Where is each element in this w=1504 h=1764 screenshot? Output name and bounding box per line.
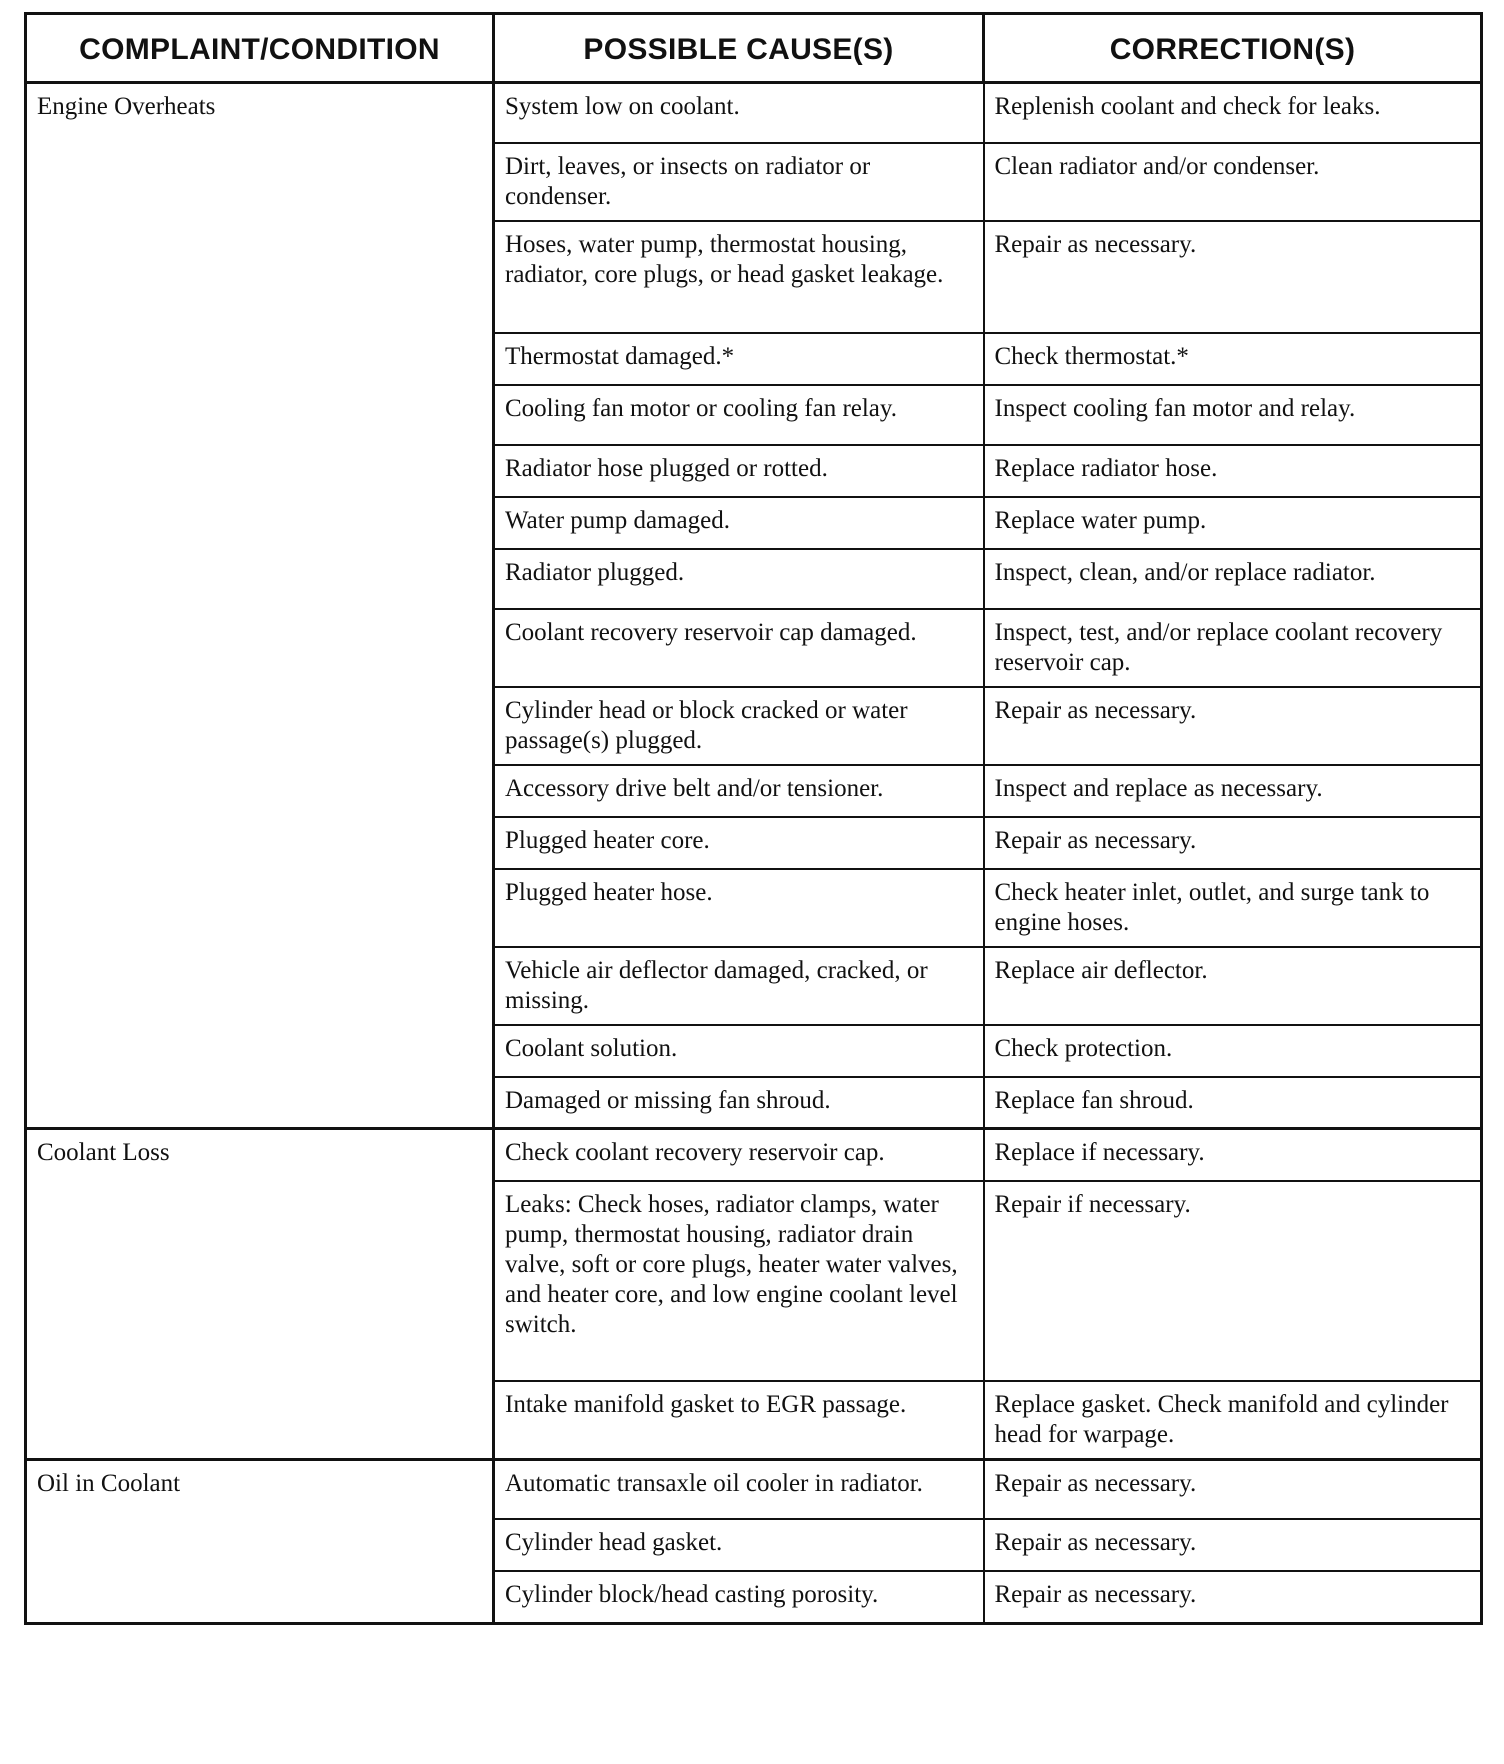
correction-cell: Repair as necessary.: [984, 687, 1482, 765]
correction-cell: Replace water pump.: [984, 497, 1482, 549]
header-row: [26, 14, 1482, 83]
cause-cell: Damaged or missing fan shroud.: [494, 1077, 984, 1129]
correction-cell: Replace radiator hose.: [984, 445, 1482, 497]
correction-cell: Repair if necessary.: [984, 1181, 1482, 1381]
correction-cell: Clean radiator and/or condenser.: [984, 143, 1482, 221]
header-complaint: COMPLAINT/CONDITION: [26, 14, 494, 83]
cause-cell: Thermostat damaged.*: [494, 333, 984, 385]
cause-cell: Water pump damaged.: [494, 497, 984, 549]
table-row: [26, 1129, 1482, 1181]
correction-cell: Repair as necessary.: [984, 1459, 1482, 1519]
correction-cell: Check thermostat.*: [984, 333, 1482, 385]
correction-cell: Inspect, clean, and/or replace radiator.: [984, 549, 1482, 609]
correction-cell: Replenish coolant and check for leaks.: [984, 83, 1482, 143]
table-row: [26, 1459, 1482, 1519]
correction-cell: Repair as necessary.: [984, 1519, 1482, 1571]
cause-cell: Cylinder head gasket.: [494, 1519, 984, 1571]
correction-cell: Repair as necessary.: [984, 1571, 1482, 1623]
header-correction: CORRECTION(S): [984, 14, 1482, 83]
correction-cell: Replace gasket. Check manifold and cylinder head for warpage.: [984, 1381, 1482, 1460]
cause-cell: Radiator plugged.: [494, 549, 984, 609]
correction-cell: Replace fan shroud.: [984, 1077, 1482, 1129]
cause-cell: Accessory drive belt and/or tensioner.: [494, 765, 984, 817]
cause-cell: Intake manifold gasket to EGR passage.: [494, 1381, 984, 1460]
cause-cell: Check coolant recovery reservoir cap.: [494, 1129, 984, 1181]
cause-cell: Radiator hose plugged or rotted.: [494, 445, 984, 497]
header-cause: POSSIBLE CAUSE(S): [494, 14, 984, 83]
cause-cell: Cylinder head or block cracked or water passage(s) plugged.: [494, 687, 984, 765]
troubleshooting-chart: [24, 12, 1480, 1625]
correction-cell: Replace air deflector.: [984, 947, 1482, 1025]
cause-cell: Leaks: Check hoses, radiator clamps, water pump, thermostat housing, radiator drain valve, soft or core plugs, heater water valves, and heater core, and low engine coolant level switch.: [494, 1181, 984, 1381]
correction-cell: Inspect cooling fan motor and relay.: [984, 385, 1482, 445]
correction-cell: Check heater inlet, outlet, and surge tank to engine hoses.: [984, 869, 1482, 947]
table-row: [26, 83, 1482, 143]
cause-cell: Cylinder block/head casting porosity.: [494, 1571, 984, 1623]
correction-cell: Check protection.: [984, 1025, 1482, 1077]
correction-cell: Replace if necessary.: [984, 1129, 1482, 1181]
condition-cell: Engine Overheats: [26, 83, 494, 1129]
condition-cell: Coolant Loss: [26, 1129, 494, 1460]
cause-cell: Plugged heater core.: [494, 817, 984, 869]
condition-cell: Oil in Coolant: [26, 1459, 494, 1623]
cause-cell: Hoses, water pump, thermostat housing, radiator, core plugs, or head gasket leakage.: [494, 221, 984, 333]
correction-cell: Repair as necessary.: [984, 817, 1482, 869]
cause-cell: Coolant recovery reservoir cap damaged.: [494, 609, 984, 687]
correction-cell: Inspect and replace as necessary.: [984, 765, 1482, 817]
cause-cell: Vehicle air deflector damaged, cracked, or missing.: [494, 947, 984, 1025]
correction-cell: Repair as necessary.: [984, 221, 1482, 333]
cause-cell: System low on coolant.: [494, 83, 984, 143]
cause-cell: Coolant solution.: [494, 1025, 984, 1077]
cause-cell: Dirt, leaves, or insects on radiator or condenser.: [494, 143, 984, 221]
correction-cell: Inspect, test, and/or replace coolant recovery reservoir cap.: [984, 609, 1482, 687]
diagnosis-table: [24, 12, 1483, 1625]
cause-cell: Cooling fan motor or cooling fan relay.: [494, 385, 984, 445]
cause-cell: Plugged heater hose.: [494, 869, 984, 947]
cause-cell: Automatic transaxle oil cooler in radiator.: [494, 1459, 984, 1519]
